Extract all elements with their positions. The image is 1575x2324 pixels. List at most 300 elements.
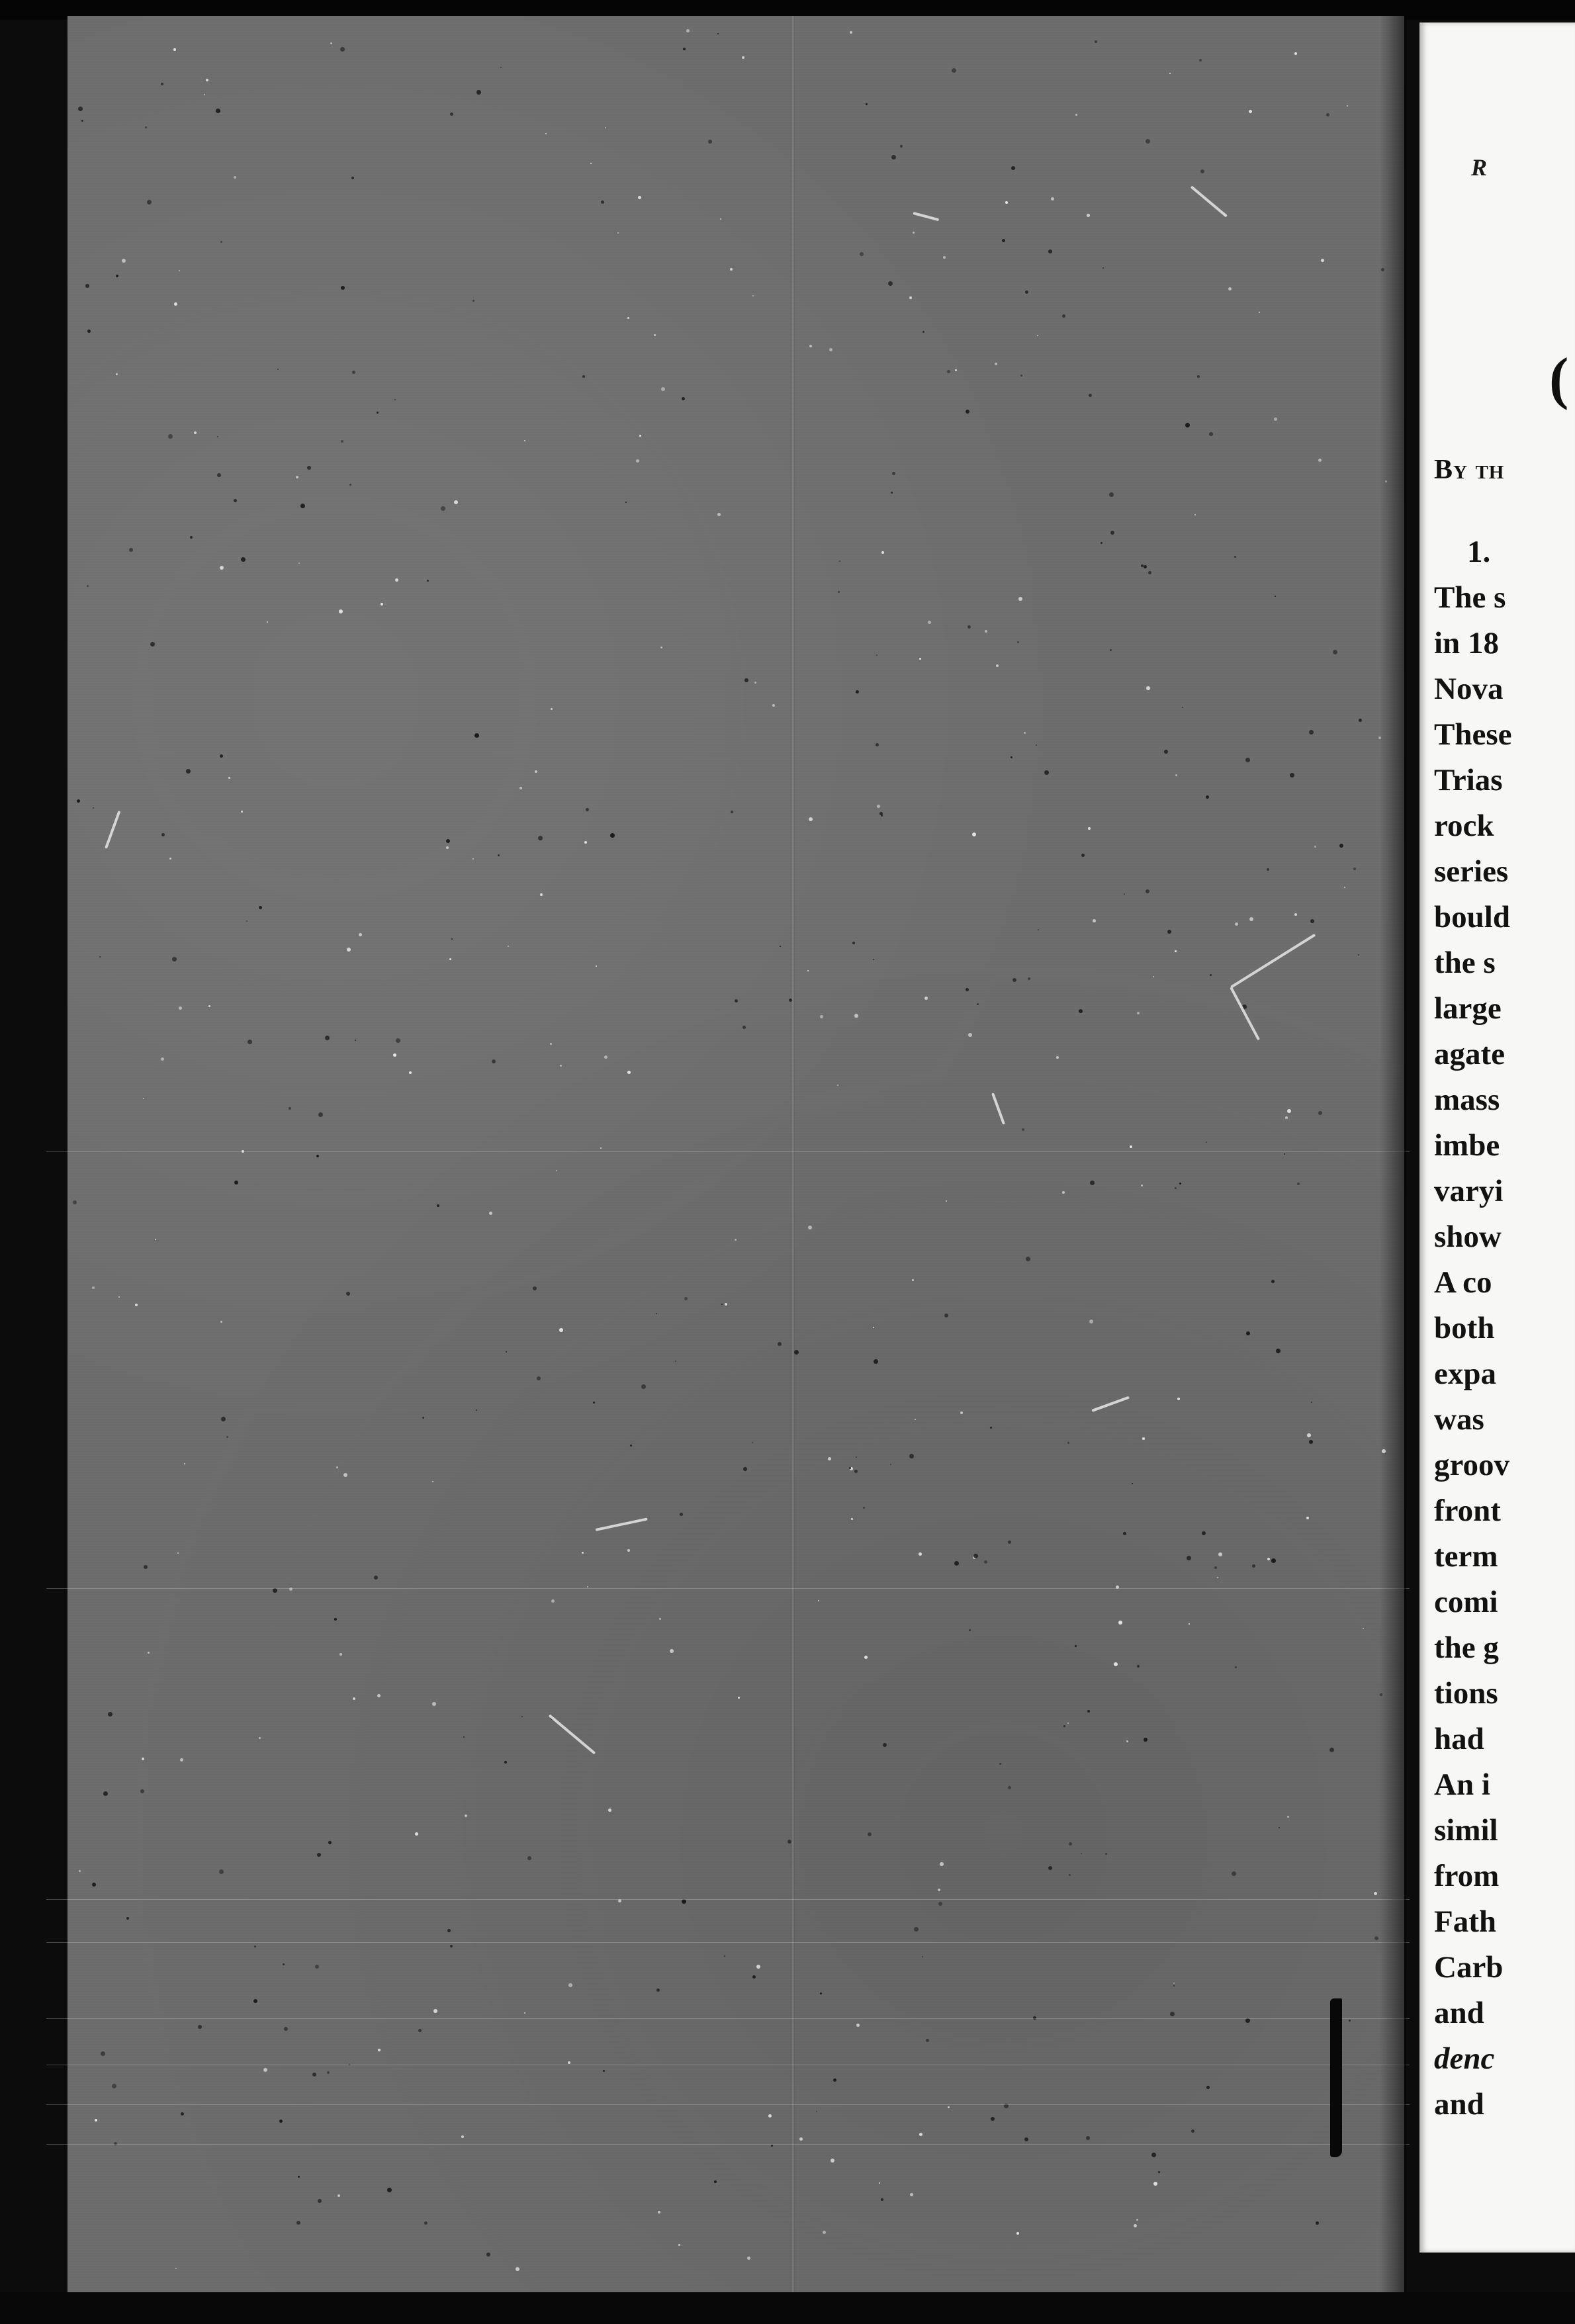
texture-speck <box>296 476 298 478</box>
texture-speck <box>1022 1128 1024 1131</box>
texture-speck <box>735 999 738 1003</box>
texture-speck <box>325 1036 330 1040</box>
texture-speck <box>879 2182 880 2184</box>
texture-speck <box>1209 432 1213 436</box>
text-line: was <box>1434 1402 1484 1437</box>
scan-artifact-line <box>46 1942 1410 1943</box>
texture-speck <box>143 1098 144 1099</box>
texture-speck <box>593 1402 595 1404</box>
texture-speck <box>1075 114 1077 116</box>
texture-speck <box>1063 1725 1065 1727</box>
texture-speck <box>95 2119 97 2122</box>
texture-speck <box>556 1170 557 1171</box>
texture-speck <box>450 1945 453 1947</box>
texture-speck <box>995 363 997 365</box>
texture-speck <box>799 2137 803 2141</box>
texture-speck <box>1118 1621 1122 1625</box>
texture-speck <box>584 841 587 844</box>
texture-speck <box>1011 756 1012 758</box>
text-line: and <box>1434 1996 1484 2030</box>
texture-speck <box>177 1552 179 1554</box>
texture-speck <box>129 548 133 552</box>
texture-speck <box>985 630 987 633</box>
texture-speck <box>155 1239 156 1240</box>
texture-speck <box>1326 113 1329 116</box>
text-line: groov <box>1434 1448 1510 1482</box>
texture-speck <box>92 1883 96 1887</box>
texture-speck <box>999 1763 1001 1765</box>
texture-speck <box>312 2073 316 2077</box>
texture-speck <box>627 1071 631 1074</box>
texture-speck <box>1081 1853 1082 1854</box>
texture-speck <box>661 387 665 391</box>
texture-speck <box>551 708 553 710</box>
texture-speck <box>756 1965 760 1969</box>
texture-speck <box>1037 335 1038 336</box>
text-line: denc <box>1434 2041 1495 2076</box>
texture-speck <box>454 500 458 504</box>
texture-speck <box>1246 1331 1250 1335</box>
texture-speck <box>1167 930 1171 934</box>
texture-speck <box>714 2180 717 2183</box>
texture-speck <box>461 2135 464 2138</box>
text-line: large <box>1434 991 1502 1026</box>
texture-speck <box>234 176 236 179</box>
texture-speck <box>617 232 619 234</box>
text-line: These <box>1434 717 1512 752</box>
texture-speck <box>816 2111 817 2112</box>
texture-speck <box>87 330 91 333</box>
text-line: mass <box>1434 1083 1500 1117</box>
text-line: rock <box>1434 809 1494 843</box>
texture-speck <box>1102 267 1104 269</box>
text-line: agate <box>1434 1037 1506 1071</box>
text-line: term <box>1434 1539 1498 1574</box>
texture-speck <box>1297 1183 1300 1185</box>
texture-speck <box>343 1473 347 1477</box>
texture-speck <box>535 770 537 773</box>
texture-speck <box>1210 974 1212 976</box>
texture-speck <box>449 958 451 960</box>
running-head: R <box>1471 154 1488 181</box>
texture-speck <box>1374 1936 1378 1940</box>
texture-speck <box>221 1417 226 1421</box>
texture-speck <box>1018 597 1022 601</box>
texture-speck <box>1069 1842 1072 1846</box>
texture-speck <box>1199 59 1202 62</box>
texture-speck <box>1158 2171 1160 2173</box>
texture-speck <box>630 1445 632 1447</box>
texture-speck <box>860 252 864 256</box>
texture-speck <box>839 560 840 562</box>
texture-speck <box>881 551 884 554</box>
texture-speck <box>1175 774 1177 776</box>
text-line: the g <box>1434 1631 1499 1665</box>
scan-artifact-line <box>46 2018 1410 2019</box>
texture-speck <box>396 1038 400 1043</box>
texture-speck <box>1349 2020 1351 2022</box>
texture-speck <box>472 300 474 302</box>
texture-speck <box>1374 1892 1377 1895</box>
texture-speck <box>424 2221 428 2225</box>
texture-speck <box>1206 1141 1207 1143</box>
text-line: bould <box>1434 900 1510 934</box>
texture-speck <box>678 2244 680 2246</box>
texture-speck <box>1306 1517 1309 1519</box>
texture-speck <box>347 948 351 952</box>
texture-speck <box>101 2051 105 2056</box>
texture-speck <box>316 1155 319 1157</box>
texture-speck <box>721 1304 723 1305</box>
texture-speck <box>856 690 859 693</box>
texture-speck <box>686 29 690 32</box>
text-line: expa <box>1434 1357 1496 1391</box>
texture-speck <box>955 369 957 371</box>
texture-speck <box>1105 1853 1107 1855</box>
texture-speck <box>1141 1184 1143 1186</box>
texture-speck <box>415 1832 418 1836</box>
texture-speck <box>504 1761 507 1764</box>
text-line: The s <box>1434 580 1506 615</box>
text-line: the s <box>1434 946 1496 980</box>
texture-speck <box>103 1791 108 1796</box>
texture-speck <box>352 371 355 374</box>
texture-speck <box>1307 1433 1311 1437</box>
texture-speck <box>924 997 928 1000</box>
texture-speck <box>742 56 744 59</box>
texture-speck <box>560 1065 562 1067</box>
texture-speck <box>437 1204 439 1207</box>
cover-tear-mark <box>1330 1998 1342 2157</box>
texture-speck <box>220 241 222 243</box>
texture-speck <box>1137 1665 1140 1668</box>
texture-speck <box>135 1304 138 1306</box>
texture-speck <box>603 2070 605 2072</box>
texture-speck <box>658 2211 660 2213</box>
texture-speck <box>1329 1748 1334 1752</box>
texture-speck <box>1051 197 1054 201</box>
texture-speck <box>1271 1558 1276 1563</box>
texture-speck <box>1339 844 1343 848</box>
texture-speck <box>184 1463 185 1464</box>
texture-speck <box>1126 1740 1128 1742</box>
texture-speck <box>140 1789 144 1793</box>
cover-board <box>68 16 1404 2292</box>
texture-speck <box>519 787 522 789</box>
texture-speck <box>1206 795 1209 799</box>
texture-speck <box>639 435 641 437</box>
texture-speck <box>1110 649 1112 651</box>
texture-speck <box>500 67 502 68</box>
texture-speck <box>947 370 950 373</box>
texture-speck <box>928 621 931 624</box>
text-line: Fath <box>1434 1904 1496 1939</box>
texture-speck <box>486 2253 490 2257</box>
text-line: An i <box>1434 1767 1490 1802</box>
texture-speck <box>1048 249 1052 253</box>
texture-speck <box>179 270 180 271</box>
texture-speck <box>586 808 589 811</box>
texture-speck <box>1294 913 1297 916</box>
texture-speck <box>328 1841 332 1844</box>
texture-speck <box>754 682 756 684</box>
texture-speck <box>533 1286 537 1290</box>
scan-artifact-line <box>46 1899 1410 1900</box>
texture-speck <box>868 1832 872 1836</box>
texture-speck <box>169 858 171 860</box>
texture-speck <box>161 1057 164 1061</box>
texture-speck <box>1197 375 1200 378</box>
texture-speck <box>446 839 450 843</box>
texture-speck <box>1048 1866 1052 1870</box>
texture-speck <box>1170 2012 1175 2016</box>
texture-speck <box>315 1965 319 1969</box>
texture-speck <box>946 1200 947 1202</box>
text-line: comi <box>1434 1585 1498 1619</box>
texture-speck <box>742 1026 746 1029</box>
text-line: from <box>1434 1859 1500 1893</box>
texture-speck <box>891 492 893 494</box>
texture-speck <box>489 1212 492 1215</box>
text-line: Carb <box>1434 1950 1504 1985</box>
body-paragraph <box>1434 529 1512 2127</box>
texture-speck <box>1358 954 1359 956</box>
texture-speck <box>913 232 915 234</box>
texture-speck <box>752 1442 753 1443</box>
texture-speck <box>780 946 781 947</box>
scan-artifact-line <box>46 1151 1410 1152</box>
texture-speck <box>789 999 792 1002</box>
text-line: in 18 <box>1434 626 1499 660</box>
texture-speck <box>394 399 396 400</box>
texture-speck <box>1095 40 1097 43</box>
texture-speck <box>881 2198 883 2201</box>
texture-speck <box>118 1296 120 1298</box>
texture-speck <box>108 1712 112 1717</box>
texture-speck <box>582 1552 584 1554</box>
scan-artifact-line <box>46 1588 1410 1589</box>
text-line: simil <box>1434 1813 1498 1848</box>
texture-speck <box>752 1975 756 1979</box>
texture-speck <box>1347 105 1348 107</box>
texture-speck <box>675 1361 676 1362</box>
texture-speck <box>891 155 896 159</box>
texture-speck <box>1310 919 1314 923</box>
texture-speck <box>1235 1666 1237 1668</box>
texture-speck <box>915 1419 916 1420</box>
texture-speck <box>465 1814 467 1817</box>
texture-speck <box>968 1033 972 1037</box>
texture-speck <box>1294 52 1297 55</box>
texture-speck <box>1036 744 1037 746</box>
texture-speck <box>220 754 223 758</box>
scan-artifact-line <box>46 2104 1410 2105</box>
texture-speck <box>150 642 155 647</box>
texture-speck <box>353 1697 355 1700</box>
texture-speck <box>92 1286 95 1289</box>
texture-speck <box>81 120 83 122</box>
texture-speck <box>610 833 615 838</box>
texture-speck <box>289 1107 291 1110</box>
texture-speck <box>683 48 686 50</box>
text-line: varyi <box>1434 1174 1504 1208</box>
texture-speck <box>174 302 177 306</box>
texture-speck <box>427 580 429 582</box>
texture-speck <box>450 112 453 116</box>
texture-speck <box>1008 1541 1011 1544</box>
text-line: 1. <box>1467 535 1491 569</box>
texture-speck <box>537 1376 541 1380</box>
texture-speck <box>1020 375 1022 377</box>
article-heading: ( <box>1549 347 1569 411</box>
texture-speck <box>883 1743 887 1747</box>
texture-speck <box>1110 531 1114 535</box>
texture-speck <box>948 2106 950 2108</box>
texture-speck <box>1206 2086 1210 2089</box>
texture-speck <box>1316 2221 1319 2225</box>
texture-speck <box>78 107 83 111</box>
texture-speck <box>1081 854 1085 857</box>
texture-speck <box>1363 1628 1364 1629</box>
texture-speck <box>568 1983 572 1987</box>
texture-speck <box>1044 770 1049 775</box>
texture-speck <box>1284 1153 1285 1155</box>
texture-speck <box>744 678 748 682</box>
scan-artifact-line <box>46 2144 1410 2145</box>
texture-speck <box>1144 565 1147 568</box>
texture-speck <box>551 1599 555 1603</box>
texture-speck <box>772 704 775 707</box>
text-line: Trias <box>1434 763 1503 797</box>
texture-speck <box>472 858 474 860</box>
text-line: imbe <box>1434 1128 1500 1163</box>
texture-speck <box>636 459 639 463</box>
texture-speck <box>393 1053 396 1057</box>
texture-speck <box>833 2078 836 2082</box>
page-fragment <box>1419 22 1575 2253</box>
texture-speck <box>318 2199 322 2203</box>
texture-speck <box>1134 2224 1137 2227</box>
texture-speck <box>856 2024 860 2027</box>
texture-speck <box>1151 2153 1156 2157</box>
texture-speck <box>241 557 246 562</box>
texture-speck <box>340 47 345 52</box>
texture-speck <box>717 33 719 34</box>
texture-speck <box>1164 750 1168 754</box>
texture-speck <box>794 1350 799 1355</box>
texture-speck <box>1008 1786 1011 1789</box>
text-line: tions <box>1434 1676 1498 1711</box>
texture-speck <box>1187 1556 1191 1560</box>
texture-speck <box>355 1040 356 1041</box>
texture-speck <box>559 1328 563 1332</box>
texture-speck <box>1309 1440 1313 1444</box>
texture-speck <box>938 1889 940 1891</box>
texture-speck <box>1274 418 1277 421</box>
texture-speck <box>172 957 177 961</box>
cover-edge-shadow <box>1380 16 1406 2292</box>
texture-speck <box>809 817 813 821</box>
texture-speck <box>1011 166 1015 170</box>
texture-speck <box>506 1351 507 1353</box>
texture-speck <box>823 2231 826 2234</box>
texture-speck <box>864 1656 868 1659</box>
text-line: A co <box>1434 1265 1492 1300</box>
texture-speck <box>1175 950 1177 952</box>
texture-speck <box>837 1085 838 1086</box>
texture-speck <box>476 1409 477 1411</box>
texture-speck <box>1287 1816 1289 1818</box>
texture-speck <box>854 1470 858 1473</box>
texture-speck <box>147 200 152 204</box>
texture-speck <box>422 1417 424 1419</box>
texture-speck <box>1318 459 1322 462</box>
texture-speck <box>161 83 163 85</box>
texture-speck <box>1321 259 1324 262</box>
article-byline: By th <box>1434 455 1505 485</box>
texture-speck <box>856 1456 857 1458</box>
texture-speck <box>909 1454 914 1458</box>
text-line: had <box>1434 1722 1484 1756</box>
texture-speck <box>447 1929 451 1932</box>
texture-speck <box>1189 1623 1190 1625</box>
texture-speck <box>922 1956 923 1957</box>
scan-bottom-border <box>0 2292 1575 2324</box>
texture-speck <box>954 1561 959 1566</box>
texture-speck <box>684 1297 688 1300</box>
texture-speck <box>1275 596 1276 597</box>
texture-speck <box>670 1649 674 1653</box>
texture-speck <box>1279 1827 1280 1828</box>
texture-speck <box>656 1989 660 1992</box>
texture-speck <box>1153 2182 1157 2186</box>
texture-speck <box>116 373 118 375</box>
texture-speck <box>263 2068 267 2072</box>
cover-fold-line <box>791 16 795 2292</box>
texture-speck <box>1235 922 1238 926</box>
texture-speck <box>217 473 221 477</box>
texture-speck <box>208 1005 210 1007</box>
texture-speck <box>433 2009 437 2013</box>
texture-speck <box>474 733 479 738</box>
texture-speck <box>378 2049 381 2051</box>
text-line: and <box>1434 2087 1484 2122</box>
texture-speck <box>888 281 893 286</box>
texture-speck <box>1267 868 1269 871</box>
texture-speck <box>1086 2136 1090 2140</box>
text-line: front <box>1434 1494 1501 1528</box>
texture-speck <box>1132 1483 1133 1484</box>
text-line: series <box>1434 854 1509 889</box>
texture-speck <box>725 1303 727 1306</box>
texture-speck <box>1087 214 1090 217</box>
texture-speck <box>1185 423 1190 427</box>
texture-speck <box>259 1737 261 1739</box>
texture-speck <box>216 109 220 113</box>
texture-speck <box>627 317 629 319</box>
texture-speck <box>161 833 165 836</box>
texture-speck <box>1333 650 1337 654</box>
texture-speck <box>851 1518 853 1520</box>
texture-speck <box>1177 1398 1180 1400</box>
texture-speck <box>1026 1257 1030 1261</box>
texture-speck <box>527 1856 531 1860</box>
texture-speck <box>241 811 243 813</box>
texture-speck <box>248 1040 252 1044</box>
texture-speck <box>1012 978 1016 982</box>
text-line: Nova <box>1434 672 1504 706</box>
texture-speck <box>93 807 94 809</box>
